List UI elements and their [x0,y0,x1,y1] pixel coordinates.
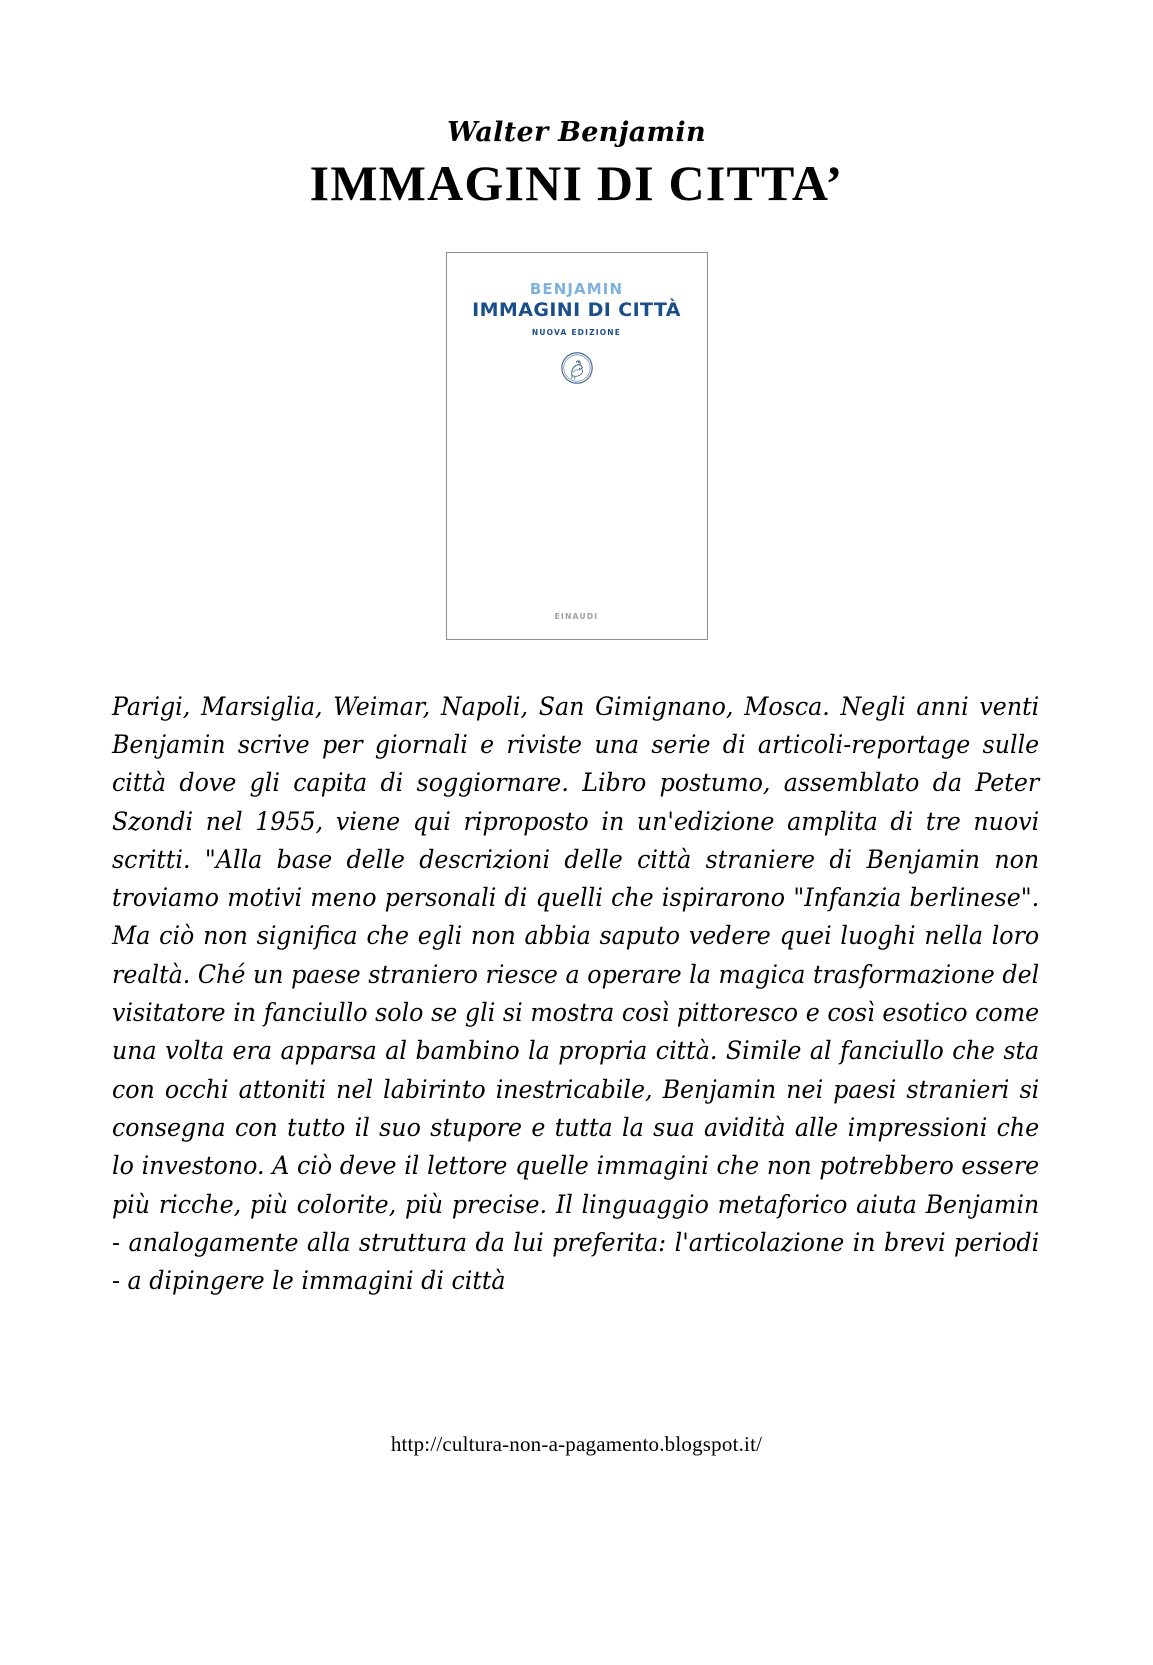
author-name: Walter Benjamin [447,117,706,148]
cover-edition-label: NUOVA EDIZIONE [531,327,622,337]
page-footer [0,1432,1153,1457]
cover-title-label: IMMAGINI DI CITTÀ [472,298,681,321]
page-header [0,0,1153,210]
book-cover-container [0,252,1153,640]
cover-author-label: BENJAMIN [529,279,624,298]
source-url: http://cultura-non-a-pagamento.blogspot.it/ [390,1432,763,1456]
book-description-paragraph: Parigi, Marsiglia, Weimar, Napoli, San Gimignano, Mosca. Negli anni venti Benjamin scrive per giornali e riviste una serie di articoli-reportage sulle città dove gli capita di soggiornare. Libro postumo, assemblato da Peter Szondi nel 1955, viene qui riproposto in un'edizione amplita di tre nuovi scritti. "Alla base delle descrizioni delle città straniere di Benjamin non troviamo motivi meno personali di quelli che ispirarono "Infanzia berlinese". Ma ciò non significa che egli non abbia saputo vedere quei luoghi nella loro realtà. Ché un paese straniero riesce a operare la magica trasformazione del visitatore in fanciullo solo se gli si mostra così pittoresco e così esotico come una volta era apparsa al bambino la propria città. Simile al fanciullo che sta con occhi attoniti nel labirinto inestricabile, Benjamin nei paesi stranieri si consegna con tutto il suo stupore e tutta la sua avidità alle impressioni che lo investono. A ciò deve il lettore quelle immagini che non potrebbero essere più ricche, più colorite, più precise. Il linguaggio metaforico aiuta Benjamin - analogamente alla struttura da lui preferita: l'articolazione in brevi periodi - a dipingere le immagini di città [112,691,1040,1297]
cover-publisher-label: EINAUDI [554,611,599,621]
book-cover-text-block [447,281,707,385]
book-cover-image [446,252,708,640]
ostrich-logo-icon [447,351,707,385]
page-title: IMMAGINI DI CITTA’ [309,154,844,211]
